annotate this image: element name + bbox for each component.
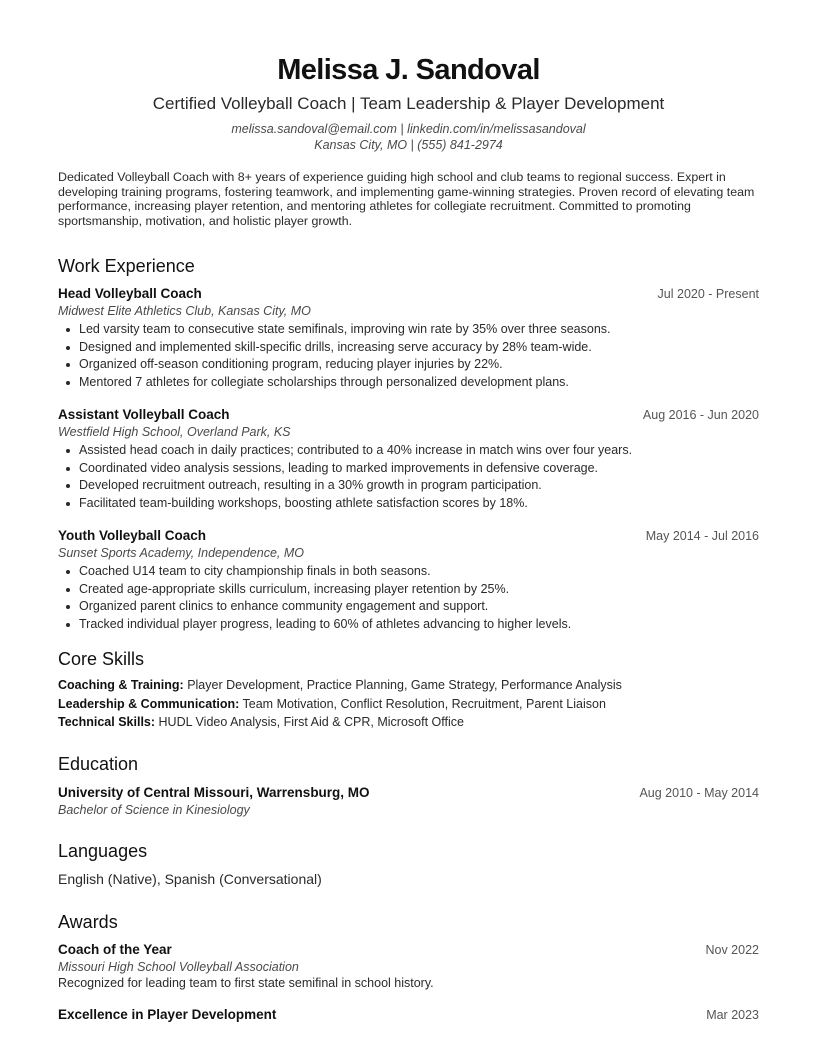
skill-line	[58, 713, 759, 732]
job-bullets	[58, 442, 759, 512]
contact-line-location-phone: Kansas City, MO | (555) 841-2974	[314, 138, 503, 152]
candidate-headline: Certified Volleyball Coach | Team Leadership & Player Development	[152, 94, 665, 113]
job-dates: May 2014 - Jul 2016	[645, 529, 759, 543]
resume-page	[58, 0, 759, 1024]
bullet-item: Led varsity team to consecutive state semifinals, improving win rate by 35% over three seasons.	[58, 321, 759, 339]
job-organization: Midwest Elite Athletics Club, Kansas City, MO	[58, 304, 311, 318]
job-title: Assistant Volleyball Coach	[58, 407, 230, 422]
section-title-languages: Languages	[58, 840, 148, 861]
skill-category-value: Team Motivation, Conflict Resolution, Recruitment, Parent Liaison	[242, 696, 606, 711]
education-dates: Aug 2010 - May 2014	[639, 785, 759, 800]
section-title-core-skills: Core Skills	[58, 649, 145, 669]
bullet-item: Developed recruitment outreach, resulting in a 30% growth in program participation.	[58, 477, 759, 495]
job-bullets	[58, 563, 759, 633]
section-title-awards: Awards	[58, 911, 118, 932]
bullet-item: Tracked individual player progress, leading to 60% of athletes advancing to higher levels.	[58, 616, 759, 634]
award-entry	[58, 941, 759, 991]
bullet-item: Facilitated team-building workshops, boosting athlete satisfaction scores by 18%.	[58, 495, 759, 513]
school-name: University of Central Missouri, Warrensburg, MO	[58, 784, 370, 800]
award-entry	[58, 1006, 759, 1024]
job-bullets	[58, 321, 759, 391]
skill-category-value: Player Development, Practice Planning, Game Strategy, Performance Analysis	[187, 678, 622, 692]
job-entry	[58, 406, 759, 512]
award-title: Excellence in Player Development	[58, 1006, 277, 1022]
job-entry	[58, 527, 759, 633]
skills-list	[58, 676, 759, 732]
bullet-item: Mentored 7 athletes for collegiate scholarships through personalized development plans.	[58, 374, 759, 392]
skill-line	[58, 676, 759, 695]
section-title-education: Education	[58, 753, 139, 774]
job-title: Head Volleyball Coach	[58, 286, 202, 301]
bullet-item: Organized parent clinics to enhance community engagement and support.	[58, 598, 759, 616]
resume-header	[58, 52, 759, 153]
skill-category-label: Leadership & Communication:	[58, 696, 240, 711]
bullet-item: Created age-appropriate skills curriculum, increasing player retention by 25%.	[58, 581, 759, 599]
bullet-item: Coordinated video analysis sessions, leading to marked improvements in defensive coverage.	[58, 460, 759, 478]
job-title: Youth Volleyball Coach	[58, 528, 207, 543]
candidate-name: Melissa J. Sandoval	[277, 54, 540, 86]
contact-info	[58, 121, 759, 153]
job-dates: Aug 2016 - Jun 2020	[642, 408, 759, 422]
job-entry	[58, 285, 759, 391]
bullet-item: Coached U14 team to city championship finals in both seasons.	[58, 563, 759, 581]
award-organization: Missouri High School Volleyball Association	[58, 959, 299, 974]
professional-summary: Dedicated Volleyball Coach with 8+ years of experience guiding high school and club teams to regional success. Expert in developing training programs, fostering teamwork, and implementing game-winning strategies. Proven record of elevating team performance, increasing player retention, and mentoring athletes for collegiate recruitment. Committed to promoting sportsmanship, motivation, and holistic player growth.	[58, 170, 755, 228]
bullet-item: Assisted head coach in daily practices; contributed to a 40% increase in match wins over four years.	[58, 442, 759, 460]
skill-category-value: HUDL Video Analysis, First Aid & CPR, Microsoft Office	[158, 715, 464, 729]
award-title: Coach of the Year	[58, 941, 172, 957]
award-date: Mar 2023	[706, 1007, 759, 1022]
skill-line	[58, 695, 759, 714]
job-organization: Westfield High School, Overland Park, KS	[58, 425, 291, 439]
award-description: Recognized for leading team to first state semifinal in school history.	[58, 975, 434, 990]
education-entry	[58, 784, 759, 819]
bullet-item: Designed and implemented skill-specific drills, increasing serve accuracy by 28% team-wide.	[58, 339, 759, 357]
bullet-item: Organized off-season conditioning program, reducing player injuries by 22%.	[58, 356, 759, 374]
languages-text: English (Native), Spanish (Conversational)	[58, 870, 322, 887]
award-date: Nov 2022	[705, 942, 759, 957]
section-title-work-experience: Work Experience	[58, 256, 195, 276]
skill-category-label: Coaching & Training:	[58, 678, 184, 692]
degree: Bachelor of Science in Kinesiology	[58, 802, 250, 817]
job-dates: Jul 2020 - Present	[657, 287, 759, 301]
contact-line-email-linkedin: melissa.sandoval@email.com | linkedin.com/in/melissasandoval	[231, 122, 586, 136]
skill-category-label: Technical Skills:	[58, 715, 156, 729]
job-organization: Sunset Sports Academy, Independence, MO	[58, 546, 304, 560]
